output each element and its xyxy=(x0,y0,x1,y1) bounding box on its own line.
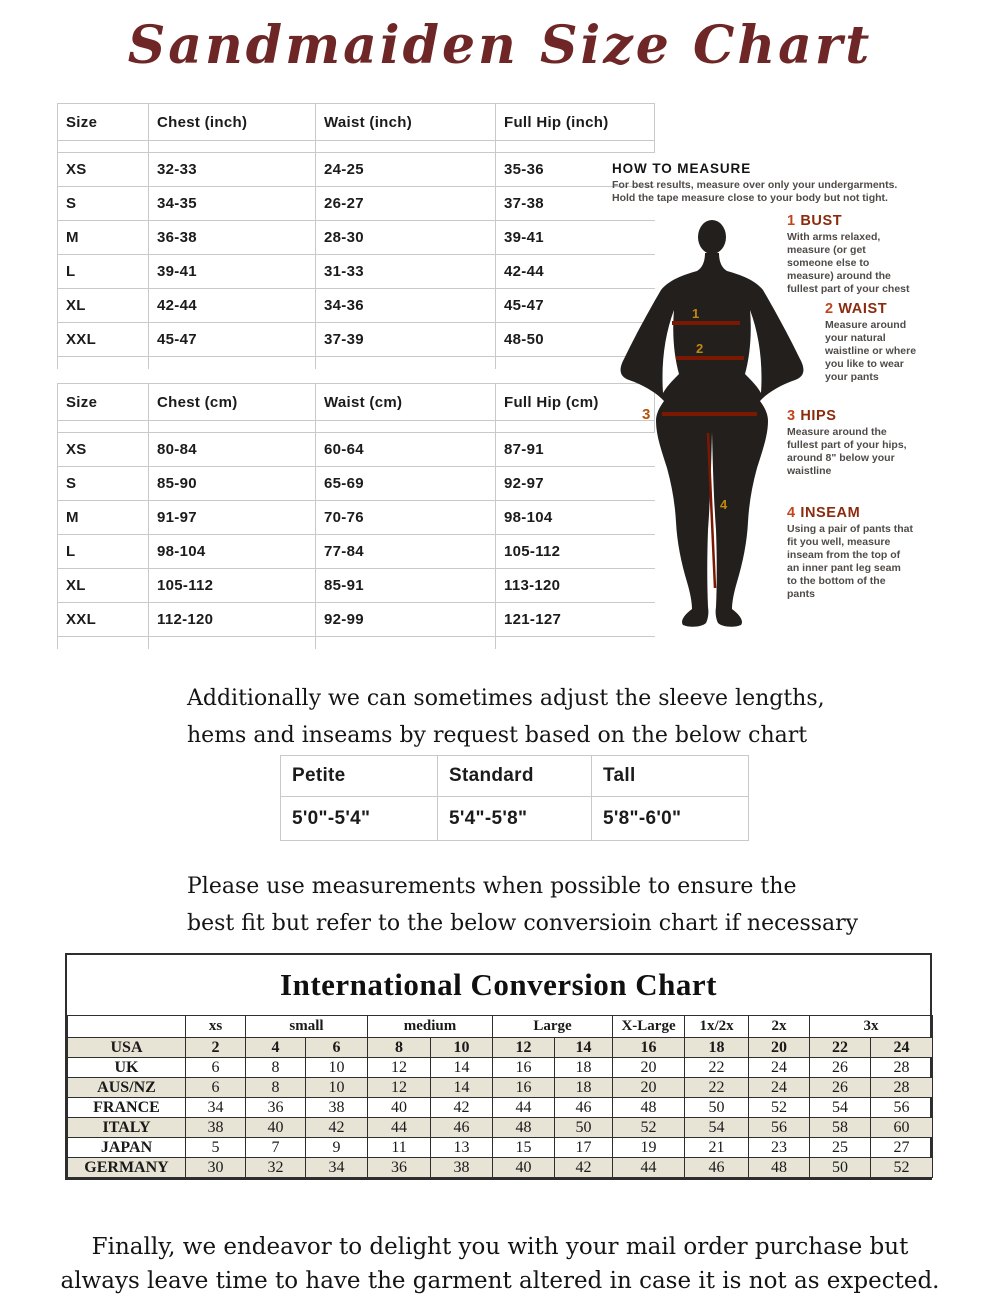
conversion-value-cell: 38 xyxy=(306,1098,368,1118)
spacer-cell xyxy=(57,357,148,369)
conversion-value-cell: 20 xyxy=(613,1058,685,1078)
size-table-row xyxy=(57,535,655,569)
size-value-cell: 92-99 xyxy=(315,603,495,636)
spacer-cell xyxy=(495,637,655,649)
size-value-cell: L xyxy=(57,535,148,568)
size-value-cell: 31-33 xyxy=(315,255,495,288)
conversion-value-cell: 40 xyxy=(368,1098,431,1118)
conversion-value-cell: 24 xyxy=(749,1078,810,1098)
size-value-cell: 34-36 xyxy=(315,289,495,322)
size-column-header: Size xyxy=(57,104,148,140)
step-text-line: Using a pair of pants that xyxy=(787,523,914,535)
conversion-value-cell: 22 xyxy=(810,1038,871,1058)
size-table-row xyxy=(57,569,655,603)
size-table-header-row xyxy=(57,104,655,141)
size-value-cell: 39-41 xyxy=(495,221,655,254)
step-text-line: measure) around the xyxy=(787,270,891,282)
conversion-group-header-row xyxy=(68,1016,933,1038)
size-group-header: 2x xyxy=(749,1016,810,1038)
text-line: Additionally we can sometimes adjust the sleeve lengths, xyxy=(187,686,825,711)
conversion-table xyxy=(67,1015,933,1178)
size-value-cell: 121-127 xyxy=(495,603,655,636)
step-text-line: your natural xyxy=(825,332,886,344)
size-value-cell: XS xyxy=(57,433,148,466)
conversion-value-cell: 38 xyxy=(186,1118,246,1138)
spacer-cell xyxy=(315,421,495,432)
size-table-row xyxy=(57,187,655,221)
size-value-cell: L xyxy=(57,255,148,288)
spacer-cell xyxy=(57,141,148,152)
spacer-cell xyxy=(57,421,148,432)
conversion-value-cell: 14 xyxy=(431,1058,493,1078)
conversion-value-cell: 6 xyxy=(186,1078,246,1098)
size-table-inches xyxy=(57,103,655,369)
step-description xyxy=(787,426,937,478)
step-text-line: pants xyxy=(787,588,816,600)
conversion-value-cell: 56 xyxy=(749,1118,810,1138)
size-table-row xyxy=(57,289,655,323)
spacer-cell xyxy=(315,637,495,649)
conversion-row xyxy=(68,1138,933,1158)
step-text-line: to the bottom of the xyxy=(787,575,886,587)
step-text-line: fullest part of your chest xyxy=(787,283,910,295)
conversion-value-cell: 60 xyxy=(871,1118,933,1138)
conversion-value-cell: 56 xyxy=(871,1098,933,1118)
figure-head xyxy=(698,220,726,254)
step-label: WAIST xyxy=(838,301,888,317)
conversion-value-cell: 48 xyxy=(749,1158,810,1178)
size-value-cell: 60-64 xyxy=(315,433,495,466)
size-table-row xyxy=(57,467,655,501)
size-value-cell: S xyxy=(57,467,148,500)
country-name-cell: ITALY xyxy=(68,1118,186,1138)
size-value-cell: 45-47 xyxy=(148,323,315,356)
size-value-cell: 91-97 xyxy=(148,501,315,534)
size-value-cell: 77-84 xyxy=(315,535,495,568)
size-value-cell: 80-84 xyxy=(148,433,315,466)
size-table-row xyxy=(57,255,655,289)
size-value-cell: 70-76 xyxy=(315,501,495,534)
step-text-line: With arms relaxed, xyxy=(787,231,881,243)
conversion-value-cell: 46 xyxy=(431,1118,493,1138)
text-line: best fit but refer to the below conversioin chart if necessary xyxy=(187,911,859,936)
step-text-line: Measure around the xyxy=(787,426,887,438)
size-table-row xyxy=(57,323,655,357)
step-heading xyxy=(787,215,945,228)
closing-note xyxy=(0,1230,1000,1298)
conversion-value-cell: 54 xyxy=(685,1118,749,1138)
conversion-value-cell: 15 xyxy=(493,1138,555,1158)
step-text-line: waistline xyxy=(787,465,832,477)
height-table-value-row xyxy=(281,797,748,840)
size-group-header: Large xyxy=(493,1016,613,1038)
conversion-value-cell: 48 xyxy=(493,1118,555,1138)
conversion-value-cell: 50 xyxy=(810,1158,871,1178)
conversion-value-cell: 52 xyxy=(613,1118,685,1138)
conversion-value-cell: 10 xyxy=(306,1078,368,1098)
step-label: HIPS xyxy=(800,408,837,424)
step-text-line: Measure around xyxy=(825,319,907,331)
measurement-figure-illustration xyxy=(612,212,812,632)
text-line: hems and inseams by request based on the below chart xyxy=(187,723,808,748)
size-value-cell: 113-120 xyxy=(495,569,655,602)
conversion-value-cell: 42 xyxy=(555,1158,613,1178)
height-column-header: Standard xyxy=(437,756,591,796)
text-line: always leave time to have the garment altered in case it is not as expected. xyxy=(60,1268,940,1294)
conversion-value-cell: 13 xyxy=(431,1138,493,1158)
step-description xyxy=(825,319,953,384)
hip-measure-line xyxy=(662,412,757,416)
height-table-header-row xyxy=(281,756,748,797)
conversion-row xyxy=(68,1098,933,1118)
conversion-value-cell: 27 xyxy=(871,1138,933,1158)
conversion-value-cell: 52 xyxy=(749,1098,810,1118)
size-value-cell: 105-112 xyxy=(495,535,655,568)
size-value-cell: 105-112 xyxy=(148,569,315,602)
spacer-cell xyxy=(148,141,315,152)
size-table-spacer-row xyxy=(57,141,655,153)
size-value-cell: 98-104 xyxy=(148,535,315,568)
conversion-value-cell: 26 xyxy=(810,1058,871,1078)
size-value-cell: S xyxy=(57,187,148,220)
conversion-value-cell: 58 xyxy=(810,1118,871,1138)
conversion-value-cell: 16 xyxy=(493,1058,555,1078)
size-value-cell: 34-35 xyxy=(148,187,315,220)
spacer-cell xyxy=(315,141,495,152)
step-text-line: fit you well, measure xyxy=(787,536,891,548)
size-group-header: medium xyxy=(368,1016,493,1038)
size-column-header: Chest (inch) xyxy=(148,104,315,140)
conversion-value-cell: 54 xyxy=(810,1098,871,1118)
size-value-cell: 37-38 xyxy=(495,187,655,220)
waist-measure-line xyxy=(676,356,744,360)
conversion-value-cell: 16 xyxy=(613,1038,685,1058)
conversion-row xyxy=(68,1038,933,1058)
conversion-value-cell: 4 xyxy=(246,1038,306,1058)
conversion-value-cell: 34 xyxy=(186,1098,246,1118)
size-table-spacer-row xyxy=(57,357,655,369)
conversion-value-cell: 26 xyxy=(810,1078,871,1098)
conversion-value-cell: 36 xyxy=(246,1098,306,1118)
size-value-cell: 24-25 xyxy=(315,153,495,186)
how-to-measure-subtitle xyxy=(612,179,897,205)
bust-measure-line xyxy=(672,321,740,325)
step-text-line: measure (or get xyxy=(787,244,866,256)
size-value-cell: 65-69 xyxy=(315,467,495,500)
conversion-value-cell: 22 xyxy=(685,1078,749,1098)
spacer-cell xyxy=(148,637,315,649)
country-name-cell: FRANCE xyxy=(68,1098,186,1118)
empty-corner-cell xyxy=(68,1016,186,1038)
size-value-cell: XL xyxy=(57,569,148,602)
size-value-cell: XS xyxy=(57,153,148,186)
country-name-cell: UK xyxy=(68,1058,186,1078)
step-number: 4 xyxy=(787,505,796,521)
size-value-cell: 45-47 xyxy=(495,289,655,322)
size-value-cell: 48-50 xyxy=(495,323,655,356)
conversion-value-cell: 50 xyxy=(685,1098,749,1118)
conversion-value-cell: 23 xyxy=(749,1138,810,1158)
size-value-cell: 37-39 xyxy=(315,323,495,356)
spacer-cell xyxy=(57,637,148,649)
size-group-header: 1x/2x xyxy=(685,1016,749,1038)
size-value-cell: 26-27 xyxy=(315,187,495,220)
conversion-value-cell: 46 xyxy=(555,1098,613,1118)
size-value-cell: 112-120 xyxy=(148,603,315,636)
conversion-value-cell: 12 xyxy=(493,1038,555,1058)
country-name-cell: AUS/NZ xyxy=(68,1078,186,1098)
conversion-value-cell: 16 xyxy=(493,1078,555,1098)
size-column-header: Waist (cm) xyxy=(315,384,495,420)
conversion-value-cell: 14 xyxy=(431,1078,493,1098)
text-line: Finally, we endeavor to delight you with your mail order purchase but xyxy=(91,1234,909,1260)
size-group-header: X-Large xyxy=(613,1016,685,1038)
step-heading xyxy=(787,410,937,423)
height-column-header: Tall xyxy=(591,756,748,796)
size-value-cell: XXL xyxy=(57,323,148,356)
size-value-cell: XXL xyxy=(57,603,148,636)
size-value-cell: 85-91 xyxy=(315,569,495,602)
step-text-line: fullest part of your hips, xyxy=(787,439,907,451)
size-column-header: Full Hip (inch) xyxy=(495,104,655,140)
size-value-cell: M xyxy=(57,501,148,534)
conversion-value-cell: 10 xyxy=(431,1038,493,1058)
size-group-header: xs xyxy=(186,1016,246,1038)
conversion-value-cell: 12 xyxy=(368,1058,431,1078)
step-text-line: your pants xyxy=(825,371,879,383)
conversion-value-cell: 36 xyxy=(368,1158,431,1178)
conversion-value-cell: 42 xyxy=(431,1098,493,1118)
spacer-cell xyxy=(148,357,315,369)
step-hips xyxy=(787,410,937,478)
conversion-value-cell: 24 xyxy=(749,1058,810,1078)
conversion-value-cell: 25 xyxy=(810,1138,871,1158)
size-value-cell: 98-104 xyxy=(495,501,655,534)
how-to-measure-title: HOW TO MEASURE xyxy=(612,161,752,176)
conversion-value-cell: 7 xyxy=(246,1138,306,1158)
size-table-row xyxy=(57,221,655,255)
step-description xyxy=(787,231,945,296)
size-value-cell: 42-44 xyxy=(495,255,655,288)
size-value-cell: 85-90 xyxy=(148,467,315,500)
conversion-value-cell: 18 xyxy=(685,1038,749,1058)
step-text-line: inseam from the top of xyxy=(787,549,901,561)
conversion-value-cell: 18 xyxy=(555,1078,613,1098)
conversion-value-cell: 20 xyxy=(749,1038,810,1058)
subtitle-line: Hold the tape measure close to your body but not tight. xyxy=(612,192,888,204)
conversion-value-cell: 44 xyxy=(613,1158,685,1178)
conversion-value-cell: 8 xyxy=(246,1078,306,1098)
size-table-row xyxy=(57,153,655,187)
conversion-value-cell: 52 xyxy=(871,1158,933,1178)
step-number: 3 xyxy=(787,408,796,424)
conversion-value-cell: 50 xyxy=(555,1118,613,1138)
adjustment-note xyxy=(187,680,825,754)
size-table-row xyxy=(57,433,655,467)
conversion-value-cell: 44 xyxy=(493,1098,555,1118)
step-number: 2 xyxy=(825,301,834,317)
conversion-value-cell: 11 xyxy=(368,1138,431,1158)
country-name-cell: JAPAN xyxy=(68,1138,186,1158)
step-text-line: waistline or where xyxy=(825,345,917,357)
height-range-value: 5'4"-5'8" xyxy=(437,797,591,840)
height-range-value: 5'0"-5'4" xyxy=(292,807,371,829)
size-table-spacer-row xyxy=(57,637,655,649)
page-title: Sandmaiden Size Chart xyxy=(127,15,873,76)
conversion-value-cell: 28 xyxy=(871,1078,933,1098)
conversion-value-cell: 6 xyxy=(306,1038,368,1058)
conversion-row xyxy=(68,1118,933,1138)
size-value-cell: 92-97 xyxy=(495,467,655,500)
conversion-value-cell: 2 xyxy=(186,1038,246,1058)
size-value-cell: 87-91 xyxy=(495,433,655,466)
conversion-value-cell: 32 xyxy=(246,1158,306,1178)
size-table-row xyxy=(57,501,655,535)
conversion-value-cell: 9 xyxy=(306,1138,368,1158)
text-line: Please use measurements when possible to ensure the xyxy=(187,874,797,899)
step-heading xyxy=(825,303,953,316)
size-table-row xyxy=(57,603,655,637)
size-column-header: Chest (cm) xyxy=(148,384,315,420)
conversion-value-cell: 14 xyxy=(555,1038,613,1058)
size-value-cell: 35-36 xyxy=(495,153,655,186)
step-description xyxy=(787,523,945,601)
spacer-cell xyxy=(315,357,495,369)
international-conversion-chart xyxy=(65,953,932,1180)
figure-number-bust: 1 xyxy=(692,306,700,321)
conversion-row xyxy=(68,1058,933,1078)
size-value-cell: 32-33 xyxy=(148,153,315,186)
step-inseam xyxy=(787,507,945,601)
conversion-value-cell: 34 xyxy=(306,1158,368,1178)
conversion-value-cell: 48 xyxy=(613,1098,685,1118)
country-name-cell: USA xyxy=(68,1038,186,1058)
subtitle-line: For best results, measure over only your undergarments. xyxy=(612,179,898,191)
body-silhouette xyxy=(621,253,804,627)
step-number: 1 xyxy=(787,213,796,229)
conversion-value-cell: 40 xyxy=(493,1158,555,1178)
figure-number-hips: 3 xyxy=(642,406,651,423)
figure-number-inseam: 4 xyxy=(720,497,728,512)
size-column-header: Size xyxy=(57,384,148,420)
conversion-value-cell: 20 xyxy=(613,1078,685,1098)
conversion-row xyxy=(68,1078,933,1098)
conversion-value-cell: 21 xyxy=(685,1138,749,1158)
step-text-line: you like to wear xyxy=(825,358,904,370)
conversion-value-cell: 12 xyxy=(368,1078,431,1098)
step-label: BUST xyxy=(800,213,843,229)
step-text-line: around 8" below your xyxy=(787,452,895,464)
size-value-cell: 36-38 xyxy=(148,221,315,254)
height-range-table xyxy=(280,755,749,841)
conversion-value-cell: 44 xyxy=(368,1118,431,1138)
conversion-value-cell: 18 xyxy=(555,1058,613,1078)
size-value-cell: XL xyxy=(57,289,148,322)
size-value-cell: M xyxy=(57,221,148,254)
step-label: INSEAM xyxy=(800,505,861,521)
conversion-row xyxy=(68,1158,933,1178)
conversion-value-cell: 8 xyxy=(368,1038,431,1058)
step-text-line: someone else to xyxy=(787,257,870,269)
conversion-value-cell: 30 xyxy=(186,1158,246,1178)
size-value-cell: 39-41 xyxy=(148,255,315,288)
conversion-value-cell: 17 xyxy=(555,1138,613,1158)
size-table-header-row xyxy=(57,384,655,421)
country-name-cell: GERMANY xyxy=(68,1158,186,1178)
conversion-value-cell: 8 xyxy=(246,1058,306,1078)
step-text-line: an inner pant leg seam xyxy=(787,562,901,574)
size-value-cell: 42-44 xyxy=(148,289,315,322)
size-table-cm xyxy=(57,383,655,649)
figure-number-waist: 2 xyxy=(696,341,704,356)
conversion-value-cell: 38 xyxy=(431,1158,493,1178)
conversion-value-cell: 24 xyxy=(871,1038,933,1058)
size-group-header: 3x xyxy=(810,1016,933,1038)
size-column-header: Full Hip (cm) xyxy=(495,384,655,420)
spacer-cell xyxy=(495,141,655,152)
conversion-chart-title: International Conversion Chart xyxy=(280,967,717,1002)
step-bust xyxy=(787,215,945,296)
conversion-value-cell: 5 xyxy=(186,1138,246,1158)
size-value-cell: 28-30 xyxy=(315,221,495,254)
step-waist xyxy=(825,303,953,384)
size-group-header: small xyxy=(246,1016,368,1038)
height-column-header: Petite xyxy=(292,765,346,786)
conversion-value-cell: 22 xyxy=(685,1058,749,1078)
spacer-cell xyxy=(148,421,315,432)
conversion-value-cell: 6 xyxy=(186,1058,246,1078)
measurement-advice-note xyxy=(187,868,858,942)
conversion-value-cell: 28 xyxy=(871,1058,933,1078)
conversion-value-cell: 10 xyxy=(306,1058,368,1078)
height-range-value: 5'8"-6'0" xyxy=(591,797,748,840)
step-heading xyxy=(787,507,945,520)
conversion-value-cell: 46 xyxy=(685,1158,749,1178)
size-column-header: Waist (inch) xyxy=(315,104,495,140)
conversion-value-cell: 19 xyxy=(613,1138,685,1158)
size-table-spacer-row xyxy=(57,421,655,433)
conversion-value-cell: 42 xyxy=(306,1118,368,1138)
conversion-value-cell: 40 xyxy=(246,1118,306,1138)
